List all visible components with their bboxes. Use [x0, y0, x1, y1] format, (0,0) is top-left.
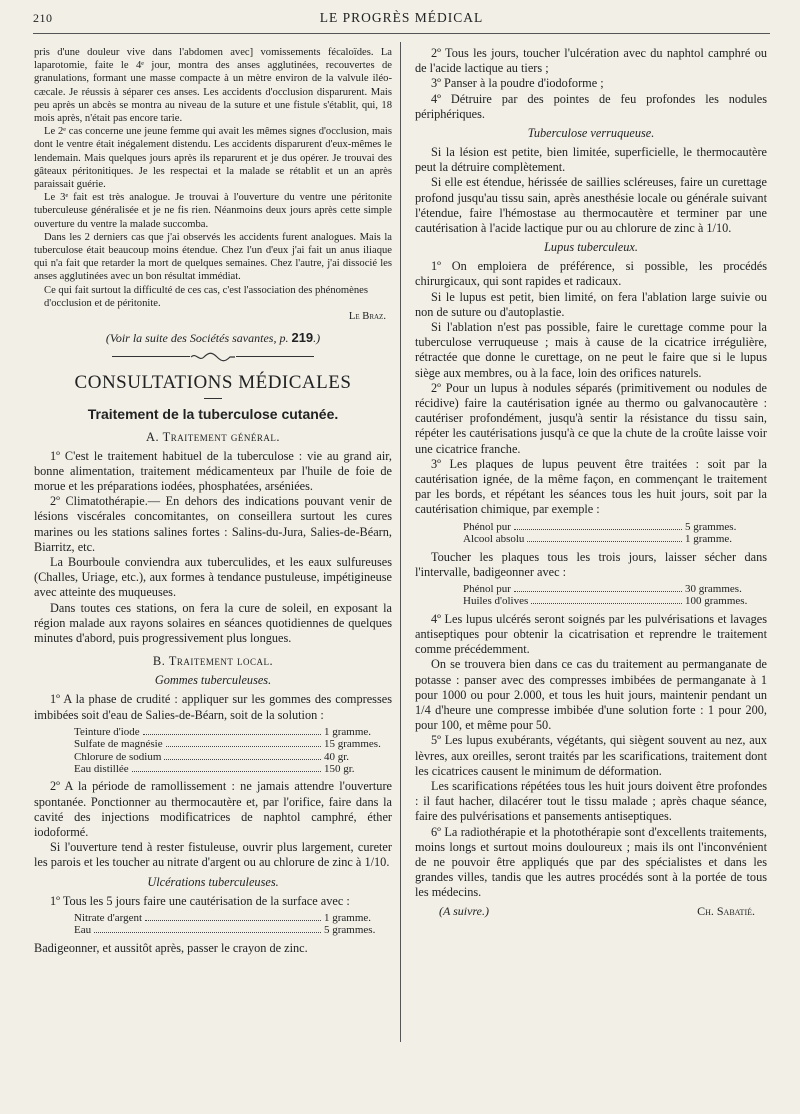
quantity: 5 grammes. [685, 520, 737, 533]
continuation-note [34, 330, 392, 346]
continuation-page: 219 [291, 329, 314, 345]
quantity: 150 gr. [324, 762, 355, 775]
body-paragraph: 2º Tous les jours, toucher l'ulcération avec du naphtol camphré ou de l'acide lactique au tiers ; [415, 46, 767, 76]
report-paragraph: Le 2ᵉ cas concerne une jeune femme qui avait les mêmes signes d'occlusion, mais dont le ventre était inégalement distendu. Les accidents disparurent d'eux-mêmes le lendemain. Mais quelques jours après ils reparurent et je dus opérer. Je trouvai des gâteaux péritonitiques. Je les respectai et la malade se rétablit et un an après paraissait guérie. [34, 126, 392, 191]
article-footer [415, 904, 767, 919]
quantity: 40 gr. [324, 750, 350, 763]
prescription-list [74, 726, 392, 776]
running-header [33, 8, 770, 30]
prescription-row [463, 521, 753, 533]
body-paragraph: 1º Tous les 5 jours faire une cautérisation de la surface avec : [50, 893, 350, 908]
body-paragraph: 3º Panser à la poudre d'iodoforme ; [431, 76, 604, 91]
ulcerations-heading: Ulcérations tuberculeuses. [147, 874, 279, 889]
body-paragraph: 2º A la période de ramollissement : ne jamais attendre l'ouverture spontanée. Ponctionner au thermocautère et, par l'orifice, faire dans la cavité des injections modificatrices de naphtol camphré, éther iodoformé. [34, 779, 392, 839]
ingredient: Phénol pur [463, 582, 511, 595]
report-paragraph: pris d'une douleur vive dans l'abdomen avec] vomissements fécaloïdes. La laparotomie, faite le 4ᵉ jour, montra des anses agglutinées, recouvertes de granulations, formant une masse compacte à un mètre environ de la valvule iléo-cæcale. Je réussis à séparer ces anses. Les accidents d'occlusion disparurent. Mais peu après un abcès se montra au niveau de la suture et une fistule s'établit, qui, 18 mois après, n'était pas encore tarie. [34, 47, 392, 125]
section-title: CONSULTATIONS MÉDICALES [74, 371, 352, 393]
ingredient: Phénol pur [463, 520, 511, 533]
body-paragraph: Dans toutes ces stations, on fera la cure de soleil, en exposant la région malade aux rayons solaires en séances quotidiennes de quelques minutes d'abord, puis progressivement plus longues. [34, 600, 392, 646]
prescription-row [463, 595, 753, 607]
prescription-row [74, 751, 392, 763]
prescription-list [463, 583, 753, 608]
society-report-end [34, 46, 392, 323]
body-paragraph: 1º On emploiera de préférence, si possible, les procédés chirurgicaux, qui sont rapides et radicaux. [415, 259, 767, 289]
body-paragraph: On se trouvera bien dans ce cas du traitement au permanganate de potasse : panser avec des compresses imbibées de permanganate à 1 pour 1000 ou pour 2.000, et tous les huit jours, maintenir pendant un 1/4 d'heure une compresse imbibée d'une solution forte : 1 pour 200, pour 100, et même pour 50. [415, 657, 767, 733]
author-signature: Ch. Sabatié. [697, 903, 755, 918]
continuation-close: .) [313, 330, 321, 345]
body-paragraph: 2º Pour un lupus à nodules séparés (primitivement ou nodules de récidive) faire la cautérisation ignée au thermo ou galvanocautère : cautériser profondément, jusqu'à sentir la résistance du tissu sain, répéter les cautérisations jusqu'à ce que la chute de la croûte laisse voir une cicatrice franche. [415, 380, 767, 456]
body-paragraph: Toucher les plaques tous les trois jours, laisser sécher dans l'intervalle, badigeonner avec : [415, 549, 767, 579]
body-paragraph: 1º C'est le traitement habituel de la tuberculose : vie au grand air, bonne alimentation, traitement médicamenteux par l'huile de foie de morue et les préparations iodées, phosphatées, arséniées. [34, 448, 392, 494]
quantity: 1 gramme. [324, 911, 372, 924]
page-number: 210 [33, 11, 53, 25]
prescription-row [463, 583, 753, 595]
ingredient: Sulfate de magnésie [74, 738, 163, 751]
left-column [34, 46, 392, 956]
body-paragraph: 4º Détruire par des pointes de feu profondes les nodules périphériques. [415, 91, 767, 121]
body-paragraph: 5º Les lupus exubérants, végétants, qui siègent souvent au nez, aux lèvres, aux oreilles, seront traités par les scarifications, traitement dont les cicatrices causent le minimum de déformation. [415, 733, 767, 778]
prescription-row [74, 726, 392, 738]
quantity: 100 grammes. [685, 595, 748, 608]
report-paragraph: Ce qui fait surtout la difficulté de ces cas, c'est l'association des phénomènes d'occlusion et de péritonite. [44, 284, 368, 309]
flourish-ornament [190, 351, 236, 363]
body-paragraph: 1º A la phase de crudité : appliquer sur les gommes des compresses imbibées soit d'eau de Salies-de-Béarn, soit de la solution : [34, 692, 392, 722]
body-paragraph: Si le lupus est petit, bien limité, on fera l'ablation large suivie ou non de suture ou d'autoplastie. [415, 289, 767, 319]
prescription-list [463, 521, 753, 546]
lupus-heading: Lupus tuberculeux. [544, 240, 638, 255]
quantity: 1 gramme. [324, 725, 372, 738]
body-paragraph: 4º Les lupus ulcérés seront soignés par les pulvérisations et lavages antiseptiques pour obtenir la cicatrisation et reprendre le traitement comme précédemment. [415, 611, 767, 657]
report-signature: Le Braz. [348, 310, 386, 322]
title-dash [204, 398, 222, 399]
body-paragraph: 3º Les plaques de lupus peuvent être traitées : soit par la cautérisation ignée, de la même façon, en commençant le traitement par les bords, et répétant les séances tous les huit jours, soit par la cautérisation chimique, par exemple : [415, 456, 767, 517]
ingredient: Alcool absolu [463, 533, 525, 546]
body-paragraph: Les scarifications répétées tous les huit jours doivent être profondes : il faut hacher, dilacérer tout le tissu malade ; après chaque séance, faire des pulvérisations et pansements antiseptiques. [415, 778, 767, 824]
article-title: Traitement de la tuberculose cutanée. [87, 405, 339, 422]
subheading-general: A. Traitement général. [146, 429, 280, 444]
report-paragraph: Dans les 2 derniers cas que j'ai observés les accidents furent analogues. Mais la tuberculose était beaucoup moins étendue. Chez l'un d'eux j'ai fait un anus iliaque qui n'a fait que retarder la mort de quelques semaines. Chez l'autre, j'ai dissocié les anses agglutinées avec un bon résultat immédiat. [34, 231, 392, 283]
body-paragraph: Si elle est étendue, hérissée de saillies scléreuses, faire un curettage profond jusqu'au tissu sain, après anesthésie locale ou générale suivant l'étendue, faire l'hémostase au thermocautère et terminer par une cautérisation à l'acide lactique pur ou au chlorure de zinc à 1/10. [415, 175, 767, 236]
header-rule [33, 33, 770, 34]
right-column [415, 46, 767, 919]
to-be-continued: (A suivre.) [439, 903, 489, 918]
body-paragraph: 6º La radiothérapie et la photothérapie sont d'excellents traitements, moins longs et surtout moins douloureux ; mais ils ont l'inconvénient de ne pouvoir être appliqués que par des spécialistes et dans les grandes villes, tandis que les autres procédés sont à la portée de tous les médecins. [415, 824, 767, 900]
journal-title: LE PROGRÈS MÉDICAL [319, 10, 484, 25]
prescription-row [74, 738, 392, 750]
body-paragraph: Si l'ouverture tend à rester fistuleuse, ouvrir plus largement, cureter les parois et les toucher au nitrate d'argent ou au chlorure de zinc à 1/10. [34, 840, 392, 870]
ornament-separator [34, 350, 392, 364]
prescription-row [74, 924, 392, 936]
ingredient: Nitrate d'argent [74, 911, 143, 924]
general-treatment [34, 449, 392, 647]
body-paragraph: Si la lésion est petite, bien limitée, superficielle, le thermocautère peut la détruire complètement. [415, 145, 767, 175]
ingredient: Teinture d'iode [74, 725, 140, 738]
ingredient: Eau [74, 924, 92, 937]
quantity: 1 gramme. [685, 533, 733, 546]
ingredient: Eau distillée [74, 762, 129, 775]
report-signature-row [34, 310, 392, 323]
prescription-row [74, 912, 392, 924]
gommes-heading: Gommes tuberculeuses. [154, 673, 272, 688]
quantity: 30 grammes. [685, 582, 742, 595]
ingredient: Chlorure de sodium [74, 750, 162, 763]
body-paragraph: Si l'ablation n'est pas possible, faire le curettage comme pour la tuberculose verruqueuse ; mais à cause de la cicatrice irrégulière, rétractée que donne le curettage, on ne peut le faire que si le lupus siège aux membres, ou à la face, loin des orifices naturels. [415, 320, 767, 380]
prescription-row [463, 533, 753, 545]
report-conclusion [34, 284, 392, 310]
column-divider [400, 42, 401, 1042]
report-paragraph: Le 3ᵉ fait est très analogue. Je trouvai à l'ouverture du ventre une péritonite tuberculeuse généralisée et je ne fis rien. Néanmoins deux jours après cette simple ouverture du ventre la malade succomba. [34, 192, 392, 230]
prescription-row [74, 763, 392, 775]
continuation-text: (Voir la suite des Sociétés savantes, p. [105, 330, 289, 345]
body-paragraph: La Bourboule conviendra aux tuberculides, et les eaux sulfureuses (Challes, Uriage, etc.), aux formes à tendance pustuleuse, impétigineuse avec atteinte des muqueuses. [34, 555, 392, 600]
subheading-local: B. Traitement local. [152, 654, 274, 669]
verruqueuse-heading: Tuberculose verruqueuse. [527, 126, 655, 141]
quantity: 15 grammes. [324, 738, 381, 751]
gommes-section [34, 692, 392, 870]
body-paragraph: 2º Climatothérapie.— En dehors des indications pouvant venir de lésions viscérales concomitantes, on conseillera surtout les cures marines ou les stations salines fortes : Salins-du-Jura, Salies-de-Béarn, Biarritz, etc. [34, 494, 392, 554]
body-paragraph: Badigeonner, et aussitôt après, passer le crayon de zinc. [34, 940, 308, 955]
prescription-list [74, 912, 392, 937]
ingredient: Huiles d'olives [463, 595, 529, 608]
ulcerations-section [34, 894, 392, 956]
quantity: 5 grammes. [324, 924, 376, 937]
